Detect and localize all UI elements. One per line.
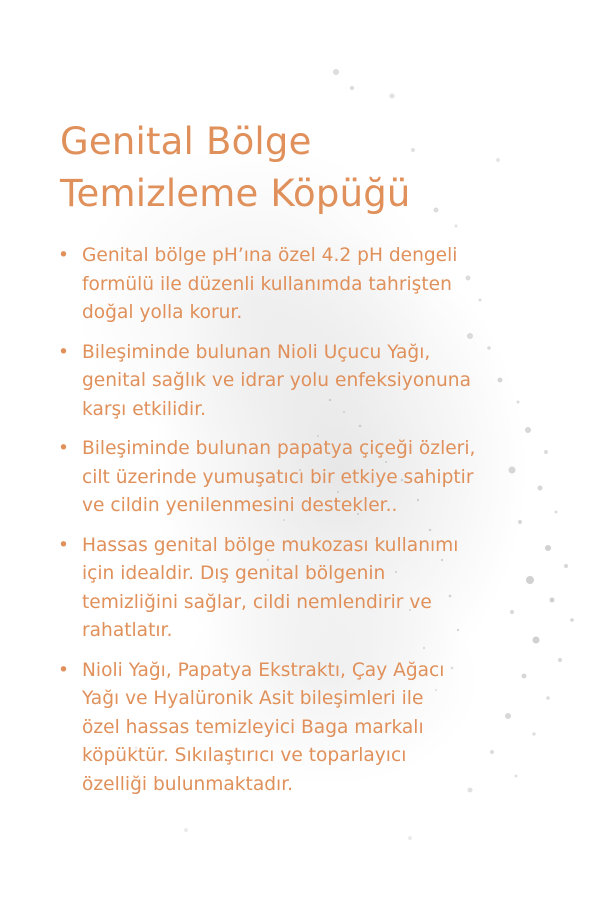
feature-item [58,339,518,425]
feature-text-line: Nioli Yağı, Papatya Ekstraktı, Çay Ağacı [82,659,445,681]
feature-text-line: ve cildin yenilenmesini destekler.. [82,495,398,516]
feature-text-line: temizliğini sağlar, cildi nemlendirir ve [82,591,432,613]
feature-item [58,242,518,328]
product-title-line-1: Genital Bölge [60,120,312,163]
feature-item [58,435,518,521]
feature-text-line: köpüktür. Sıkılaştırıcı ve toparlayıcı [82,745,407,766]
feature-text-line: özelliği bulunmaktadır. [82,773,294,795]
feature-text-line: için idealdir. Dış genital bölgenin [82,563,386,584]
bullet-icon: • [58,659,69,681]
product-title [60,116,411,220]
feature-text-line: cilt üzerinde yumuşatıcı bir etkiye sahiptir [82,466,474,488]
feature-item [58,532,518,646]
feature-text-line: Bileşiminde bulunan Nioli Uçucu Yağı, [82,341,431,363]
feature-text-line: Hassas genital bölge mukozası kullanımı [82,534,459,556]
feature-text-line: Genital bölge pH’ına özel 4.2 pH dengeli [82,245,458,266]
feature-text-line: özel hassas temizleyici Baga markalı [82,716,424,738]
bullet-icon: • [58,245,69,266]
feature-text-line: genital sağlık ve idrar yolu enfeksiyonuna [82,370,471,391]
feature-text-line: karşı etkilidir. [82,398,207,420]
feature-text-line: Yağı ve Hyalüronik Asit bileşimleri ile [82,688,424,709]
feature-item [58,657,518,800]
feature-list [58,242,518,810]
bullet-icon: • [58,341,69,363]
product-title-line-2: Temizleme Köpüğü [60,172,411,215]
feature-text-line: doğal yolla korur. [82,302,243,323]
feature-text-line: rahatlatır. [82,620,173,641]
bullet-icon: • [58,534,69,556]
feature-text-line: formülü ile düzenli kullanımda tahrişten [82,273,452,295]
bullet-icon: • [58,438,69,459]
feature-text-line: Bileşiminde bulunan papatya çiçeği özleri, [82,438,476,459]
